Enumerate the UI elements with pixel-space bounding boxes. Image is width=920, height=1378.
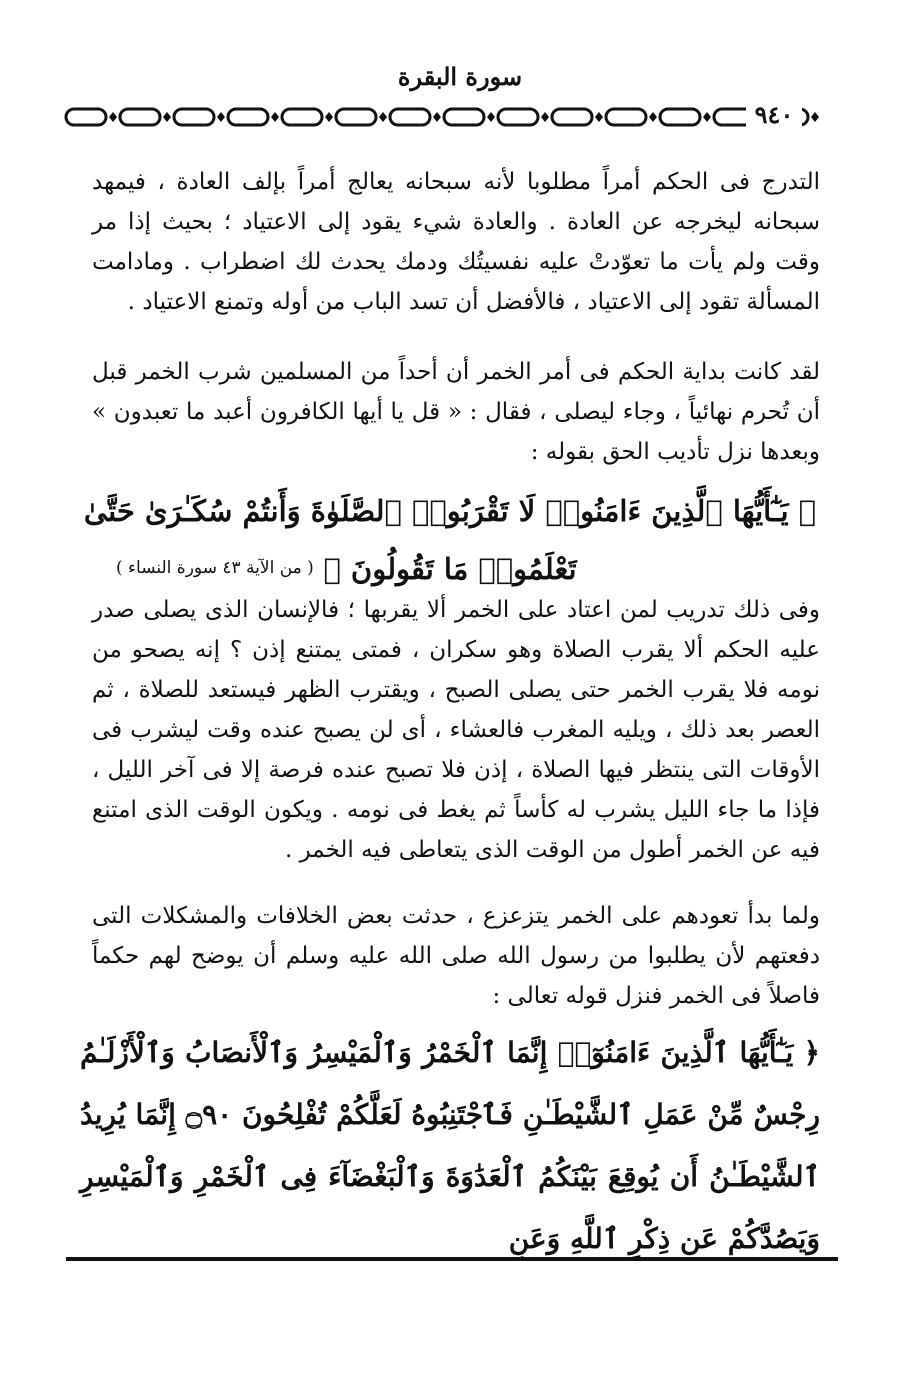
ornament-diamond	[595, 112, 603, 122]
ornament-link	[498, 109, 538, 125]
ornament-diamond	[163, 112, 171, 122]
ornament-diamond	[649, 112, 657, 122]
ornament-link	[282, 109, 322, 125]
ornament-diamond	[487, 112, 495, 122]
ornament-diamond	[325, 112, 333, 122]
verse-wine-gambling: ﴿ يَـٰٓأَيُّهَا ٱلَّذِينَ ءَامَنُوٓا۟ إِنَّمَا ٱلْخَمْرُ وَٱلْمَيْسِرُ وَٱلْأَنصَابُ وَٱلْأَزْلَـٰمُ رِجْسٌ مِّنْ عَمَلِ ٱلشَّيْطَـٰنِ فَٱجْتَنِبُوهُ لَعَلَّكُمْ تُفْلِحُونَ ۝٩٠ إِنَّمَا يُرِيدُ ٱلشَّيْطَـٰنُ أَن يُوقِعَ بَيْنَكُمُ ٱلْعَدَٰوَةَ وَٱلْبَغْضَآءَ فِى ٱلْخَمْرِ وَٱلْمَيْسِرِ وَيَصُدَّكُمْ عَن ذِكْرِ ٱللَّهِ وَعَنِ	[80, 1036, 820, 1255]
ornament-diamond	[703, 112, 711, 122]
ornament-diamond	[379, 112, 387, 122]
ornament-link	[660, 109, 700, 125]
ornament-link	[390, 109, 430, 125]
ornament-diamond	[271, 112, 279, 122]
paragraph-training: وفى ذلك تدريب لمن اعتاد على الخمر ألا يقربها ؛ فالإنسان الذى يصلى صدر عليه الحكم ألا يقرب الصلاة وهو سكران ، فمتى يمتنع إذن ؟ إنه يصحو من نومه فلا يقرب الخمر حتى يصلى الصبح ، ويقترب الظهر فيستعد للصلاة ، ثم العصر بعد ذلك ، ويليه المغرب فالعشاء ، أى لن يصبح عنده وقت ليشرب فى الأوقات التى ينتظر فيها الصلاة ، إذن فلا تصبح عنده فرصة إلا فى آخر الليل ، فإذا ما جاء الليل يشرب له كأساً ثم يغط فى نومه . ويكون الوقت الذى امتنع فيه عن الخمر أطول من الوقت الذى يتعاطى فيه الخمر .	[92, 597, 820, 863]
ornament-diamond	[217, 112, 225, 122]
paragraph-gradual-ruling: التدرج فى الحكم أمراً مطلوبا لأنه سبحانه يعالج أمراً بإلف العادة ، فيمهد سبحانه ليخرجه عن العادة . والعادة شيء يقود إلى الاعتياد ؛ بحيث إذا مر وقت ولم يأت ما تعوّدتْ عليه نفسيتُك ودمك يحدث لك اضطراب . ومادامت المسألة تقود إلى الاعتياد ، فالأفضل أن تسد الباب من أوله وتمنع الاعتياد .	[92, 169, 820, 315]
paragraph-wine-beginning: لقد كانت بداية الحكم فى أمر الخمر أن أحداً من المسلمين شرب الخمر قبل أن تُحرم نهائياً ، وجاء ليصلى ، فقال : « قل يا أيها الكافرون أعبد ما تعبدون » وبعدها نزل تأديب الحق بقوله :	[92, 359, 820, 465]
verse-source-note: ( من الآية ٤٣ سورة النساء )	[116, 558, 314, 578]
ornament-link	[174, 109, 214, 125]
ornament-link	[66, 109, 106, 125]
paragraph-disputes: ولما بدأ تعودهم على الخمر يتزعزع ، حدثت بعض الخلافات والمشكلات التى دفعتهم لأن يطلبوا من رسول الله صلى الله عليه وسلم أن يوضح لهم حكماً فاصلاً فى الخمر فنزل قوله تعالى :	[92, 903, 820, 1009]
ornament-diamond	[433, 112, 441, 122]
ornament-link	[606, 109, 646, 125]
ornament-border	[62, 104, 838, 130]
bottom-rule	[66, 1257, 838, 1261]
ornament-link	[444, 109, 484, 125]
ornament-link	[552, 109, 592, 125]
ornament-diamond	[109, 112, 117, 122]
verse-prayer-intoxicated: ﴿ يَـٰٓأَيُّهَا ٱلَّذِينَ ءَامَنُوا۟ لَا تَقْرَبُوا۟ ٱلصَّلَوٰةَ وَأَنتُمْ سُكَـٰرَىٰ حَتَّىٰ تَعْلَمُوا۟ مَا تَقُولُونَ ﴾	[83, 494, 817, 586]
page-number: ٩٤٠	[746, 100, 802, 130]
ornament-link	[336, 109, 376, 125]
ornament-diamond	[541, 112, 549, 122]
ornament-diamond	[811, 112, 819, 122]
surah-title: سورة البقرة	[397, 62, 523, 91]
ornament-link	[228, 109, 268, 125]
ornament-link	[120, 109, 160, 125]
